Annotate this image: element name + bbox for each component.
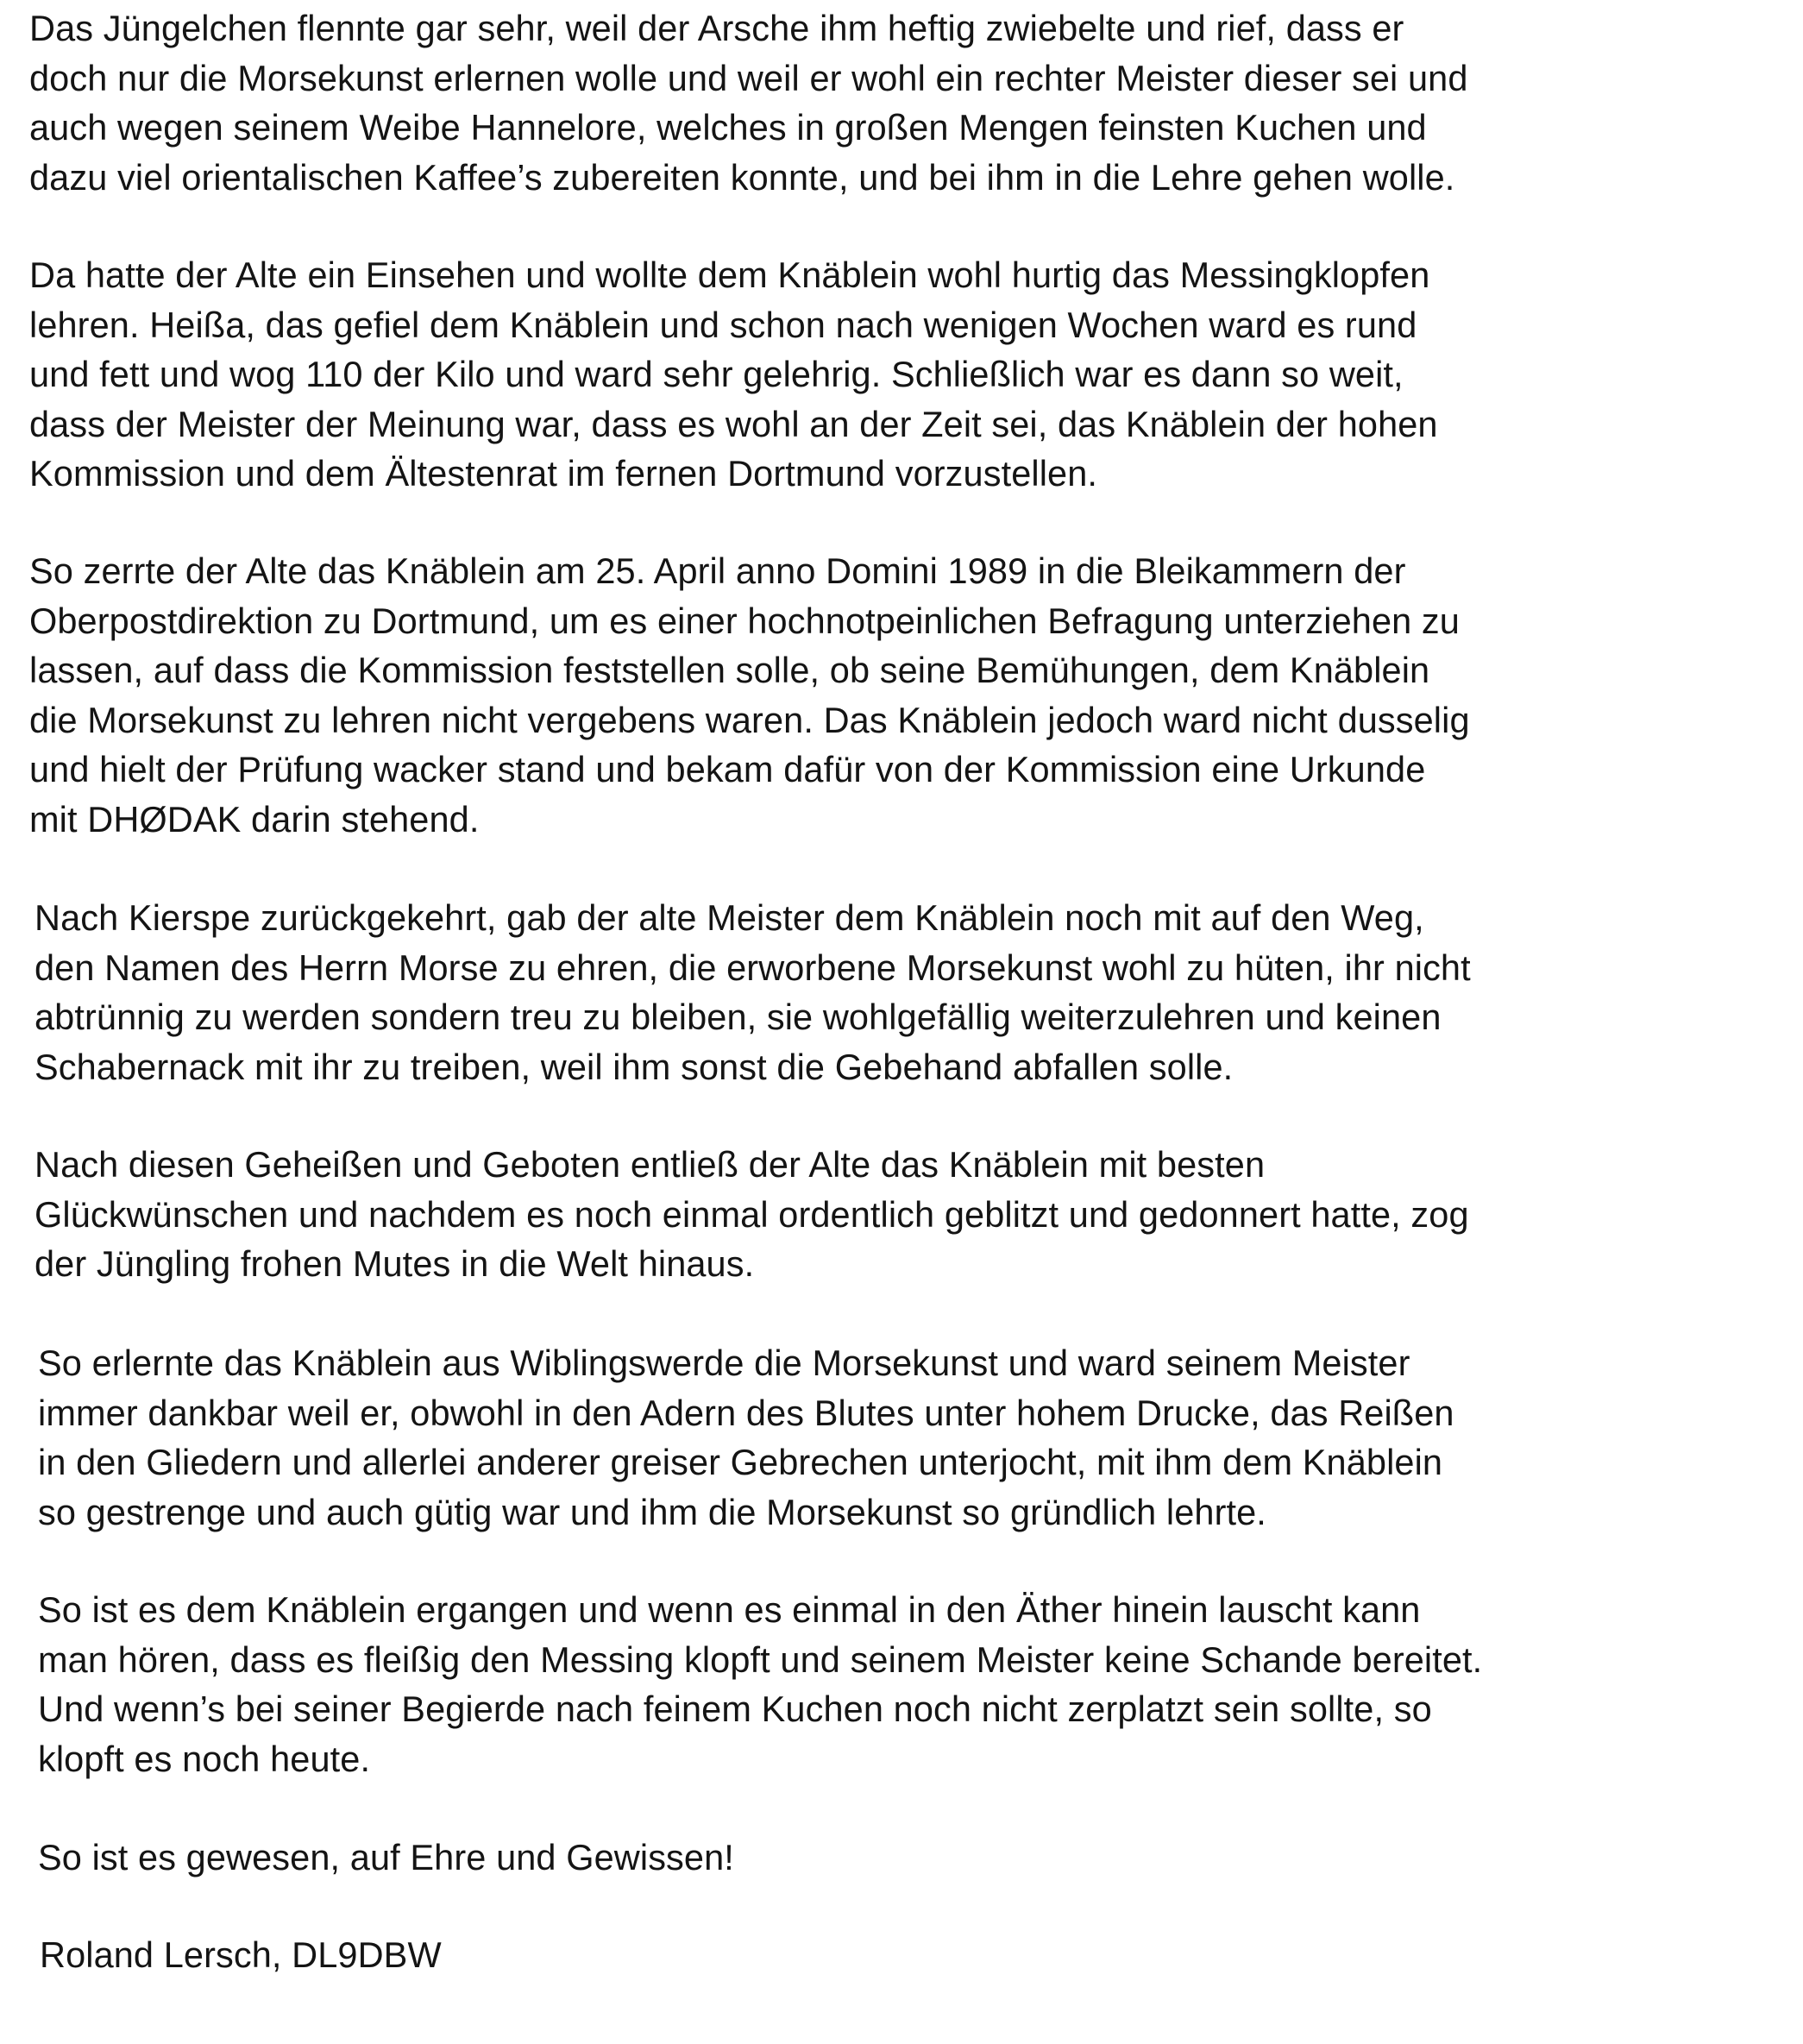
text-line: Nach diesen Geheißen und Geboten entließ der Alte das Knäblein mit besten [35,1144,1266,1185]
text-line: Da hatte der Alte ein Einsehen und wollte dem Knäblein wohl hurtig das Messingklopfen [29,255,1430,295]
text-line: und hielt der Prüfung wacker stand und bekam dafür von der Kommission eine Urkunde [29,749,1426,789]
text-line: Und wenn’s bei seiner Begierde nach feinem Kuchen noch nicht zerplatzt sein sollte, so [38,1689,1432,1729]
text-line: Glückwünschen und nachdem es noch einmal ordentlich geblitzt und gedonnert hatte, zog [35,1193,1469,1235]
text-line: doch nur die Morsekunst erlernen wolle und weil er wohl ein rechter Meister dieser sei und [29,57,1468,98]
paragraph-1 [29,3,1789,202]
text-line: So erlernte das Knäblein aus Wiblingswerde die Morsekunst und ward seinem Meister [38,1343,1410,1383]
text-line: lehren. Heißa, das gefiel dem Knäblein und schon nach wenigen Wochen ward es rund [29,304,1417,345]
closing-statement [38,1833,1798,1883]
paragraph-4 [35,893,1794,1091]
text-line: abtrünnig zu werden sondern treu zu bleiben, sie wohlgefällig weiterzulehren und keinen [35,997,1442,1037]
text-line: klopft es noch heute. [38,1738,371,1779]
text-line: in den Gliedern und allerlei anderer greiser Gebrechen unterjocht, mit ihm dem Knäblein [38,1442,1443,1482]
text-line: so gestrenge und auch gütig war und ihm die Morsekunst so gründlich lehrte. [38,1491,1266,1532]
text-line: auch wegen seinem Weibe Hannelore, welches in großen Mengen feinsten Kuchen und [29,107,1427,148]
paragraph-6 [38,1338,1798,1537]
author-name: Roland Lersch, DL9DBW [40,1934,442,1975]
text-line: Oberpostdirektion zu Dortmund, um es einer hochnotpeinlichen Befragung unterziehen zu [29,600,1460,641]
text-line: und fett und wog 110 der Kilo und ward sehr gelehrig. Schließlich war es dann so weit, [29,354,1404,394]
document-page [29,0,1789,2044]
text-line: lassen, auf dass die Kommission feststellen solle, ob seine Bemühungen, dem Knäblein [29,650,1430,690]
text-line: Kommission und dem Ältestenrat im fernen Dortmund vorzustellen. [29,453,1098,494]
paragraph-7 [38,1585,1798,1783]
text-line: man hören, dass es fleißig den Messing klopft und seinem Meister keine Schande bereitet. [38,1638,1483,1680]
text-line: die Morsekunst zu lehren nicht vergebens waren. Das Knäblein jedoch ward nicht dusselig [29,699,1470,740]
text-line: So ist es gewesen, auf Ehre und Gewissen! [38,1837,734,1877]
text-line: dass der Meister der Meinung war, dass es wohl an der Zeit sei, das Knäblein der hohen [29,403,1438,444]
text-line: dazu viel orientalischen Kaffee’s zubereiten konnte, und bei ihm in die Lehre gehen wolle. [29,156,1455,198]
signature-line [40,1930,1800,1980]
text-line: den Namen des Herrn Morse zu ehren, die erworbene Morsekunst wohl zu hüten, ihr nicht [35,947,1471,988]
text-line: immer dankbar weil er, obwohl in den Adern des Blutes unter hohem Drucke, das Reißen [38,1392,1454,1433]
text-line: der Jüngling frohen Mutes in die Welt hinaus. [35,1243,755,1284]
paragraph-5 [35,1140,1794,1289]
text-line: So zerrte der Alte das Knäblein am 25. April anno Domini 1989 in die Bleikammern der [29,550,1406,591]
text-line: So ist es dem Knäblein ergangen und wenn es einmal in den Äther hinein lauscht kann [38,1589,1421,1630]
text-line: Schabernack mit ihr zu treiben, weil ihm sonst die Gebehand abfallen solle. [35,1046,1234,1087]
text-line: Das Jüngelchen flennte gar sehr, weil der Arsche ihm heftig zwiebelte und rief, dass er [29,8,1404,48]
text-line: mit DHØDAK darin stehend. [29,798,480,840]
paragraph-2 [29,250,1789,499]
paragraph-3 [29,546,1789,844]
text-line: Nach Kierspe zurückgekehrt, gab der alte Meister dem Knäblein noch mit auf den Weg, [35,897,1424,938]
